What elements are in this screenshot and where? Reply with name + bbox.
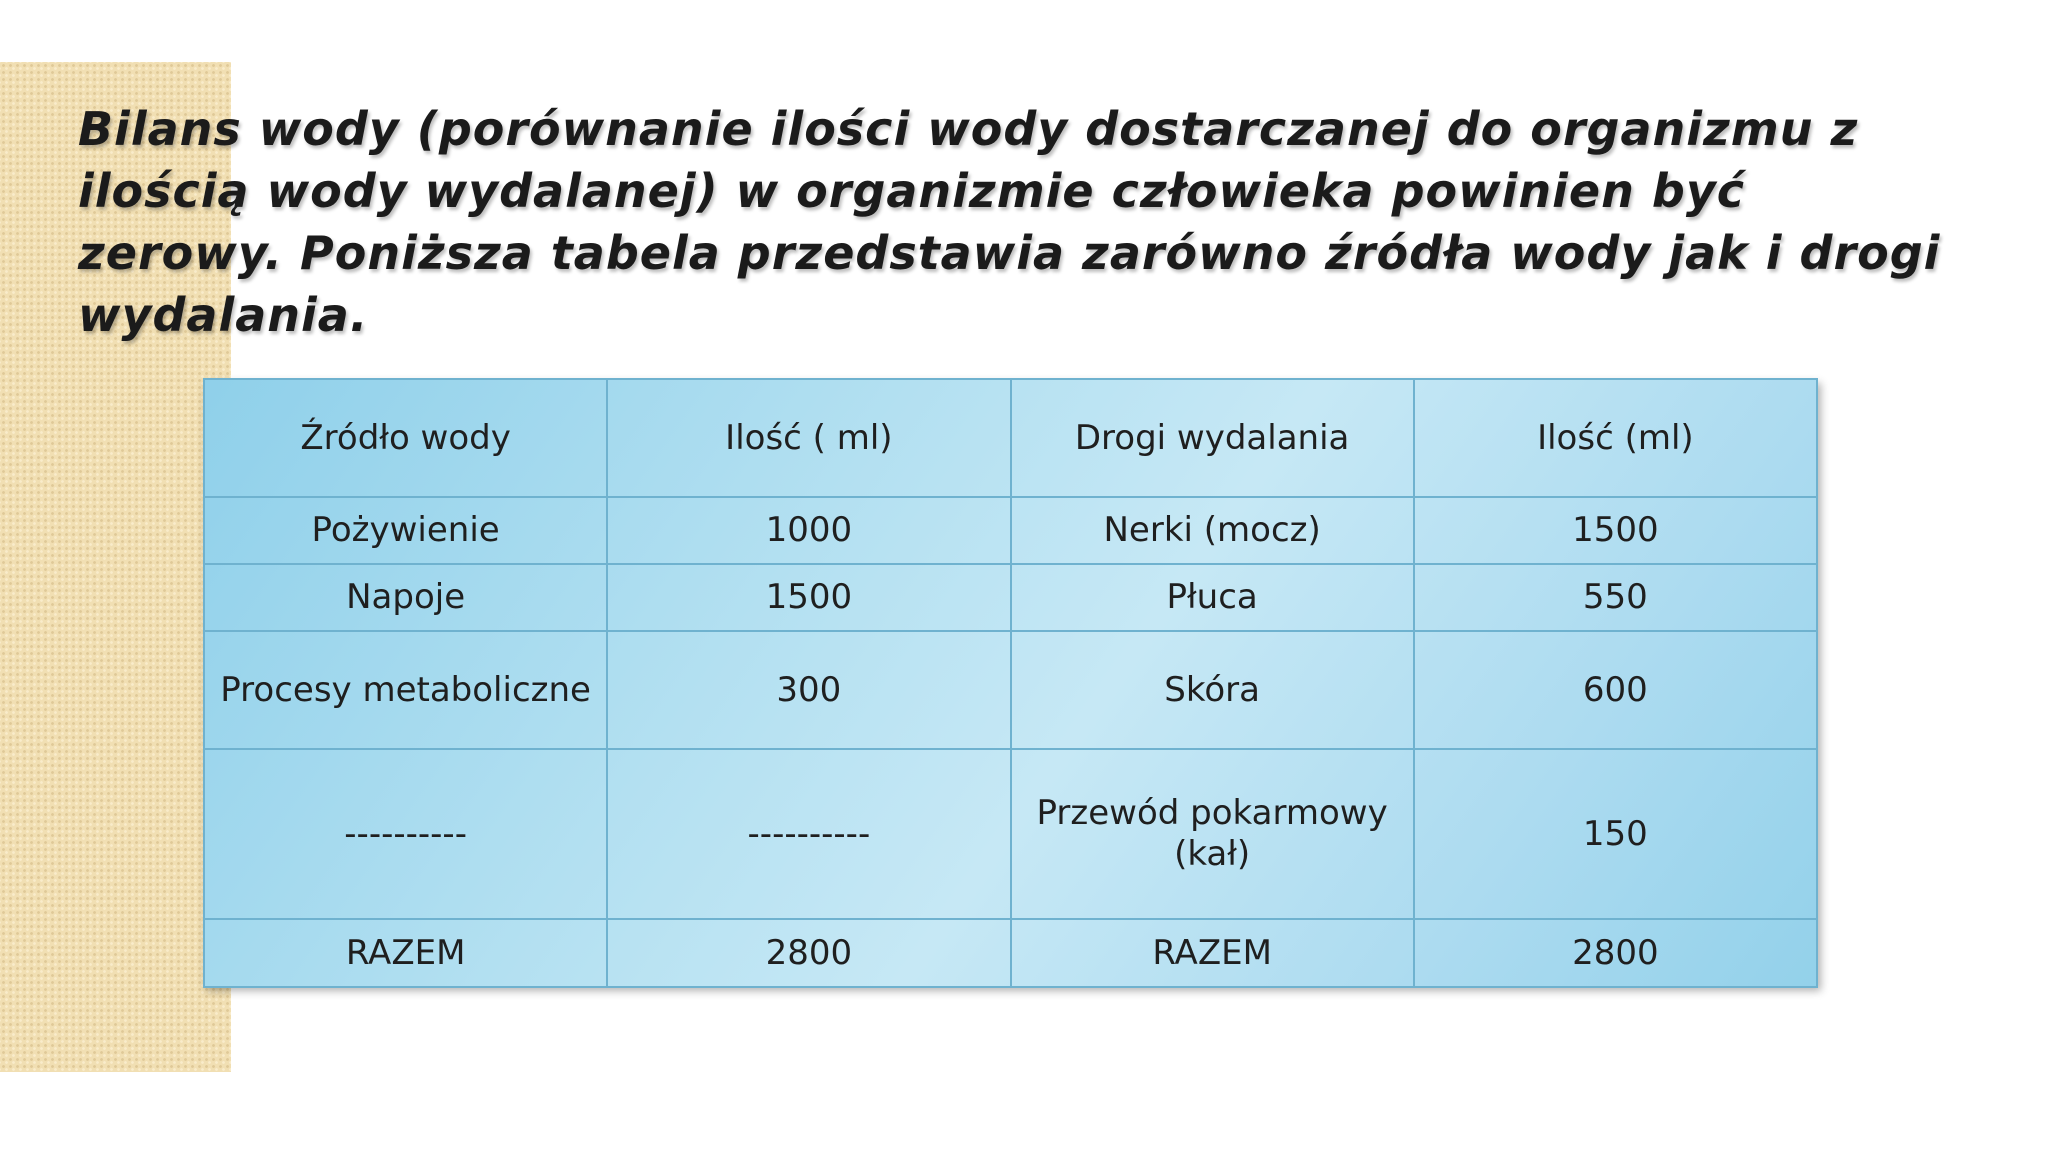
table-cell: Skóra (1011, 631, 1414, 749)
slide (0, 62, 2048, 1072)
table-cell: Pożywienie (204, 497, 607, 564)
table-cell: 2800 (1414, 919, 1817, 987)
table-cell: 1500 (607, 564, 1010, 631)
water-balance-table (203, 378, 1818, 988)
table-cell: Napoje (204, 564, 607, 631)
table-header-row (204, 379, 1817, 497)
water-balance-table-wrapper (203, 378, 1818, 986)
table-row (204, 749, 1817, 919)
table-row (204, 497, 1817, 564)
table-cell: 2800 (607, 919, 1010, 987)
table-cell: 600 (1414, 631, 1817, 749)
table-row (204, 631, 1817, 749)
table-cell: RAZEM (204, 919, 607, 987)
table-cell: Przewód pokarmowy (kał) (1011, 749, 1414, 919)
table-cell: 1500 (1414, 497, 1817, 564)
table-cell: 300 (607, 631, 1010, 749)
header-amount-out: Ilość (ml) (1414, 379, 1817, 497)
header-excretion: Drogi wydalania (1011, 379, 1414, 497)
table-cell: ---------- (204, 749, 607, 919)
table-cell: 550 (1414, 564, 1817, 631)
slide-text: Bilans wody (porównanie ilości wody dostarczanej do organizmu z ilością wody wydalanej) w organizmie człowieka powinien być zerowy. Poniższa tabela przedstawia zarówno źródła wody jak i drogi wydalania. (78, 102, 1941, 342)
table-row (204, 564, 1817, 631)
table-cell: 150 (1414, 749, 1817, 919)
table-cell: Płuca (1011, 564, 1414, 631)
table-cell: Nerki (mocz) (1011, 497, 1414, 564)
table-cell: Procesy metaboliczne (204, 631, 607, 749)
table-cell: ---------- (607, 749, 1010, 919)
table-total-row (204, 919, 1817, 987)
table-cell: 1000 (607, 497, 1010, 564)
header-amount-in: Ilość ( ml) (607, 379, 1010, 497)
table-cell: RAZEM (1011, 919, 1414, 987)
header-source: Źródło wody (204, 379, 607, 497)
